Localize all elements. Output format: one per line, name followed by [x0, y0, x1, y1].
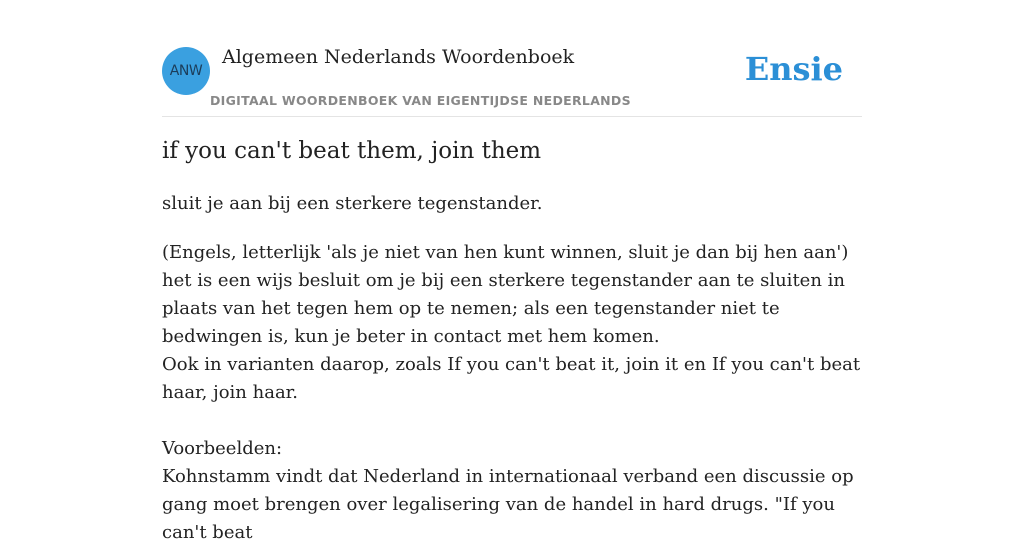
- entry-explanation: [162, 239, 862, 547]
- source-header: [162, 0, 862, 117]
- examples-label: Voorbeelden:: [162, 438, 283, 459]
- anw-logo[interactable]: [162, 47, 210, 95]
- logo-text: ANW: [169, 63, 203, 79]
- entry-definition: sluit je aan bij een sterkere tegenstander.: [162, 193, 543, 214]
- entry-term: if you can't beat them, join them: [162, 138, 542, 164]
- variants-text: Ook in varianten daarop, zoals If you can't beat it, join it en If you can't beat haar, join haar.: [162, 354, 861, 403]
- source-subtitle: DIGITAAL WOORDENBOEK VAN EIGENTIJDSE NEDERLANDS: [210, 93, 631, 108]
- example-text: Kohnstamm vindt dat Nederland in internationaal verband een discussie op gang moet brengen over legalisering van de handel in hard drugs. "If you can't beat: [162, 466, 854, 543]
- ensie-brand-logo[interactable]: Ensie: [744, 50, 843, 88]
- explanation-text: (Engels, letterlijk 'als je niet van hen kunt winnen, sluit je dan bij hen aan') het is een wijs besluit om je bij een sterkere tegenstander aan te sluiten in plaats van het tegen hem op te nemen; als een tegenstander niet te bedwingen is, kun je beter in contact met hem komen.: [162, 242, 849, 347]
- paragraph-spacer: [162, 407, 862, 435]
- source-title[interactable]: Algemeen Nederlands Woordenboek: [222, 46, 575, 68]
- entry-card: [162, 0, 862, 543]
